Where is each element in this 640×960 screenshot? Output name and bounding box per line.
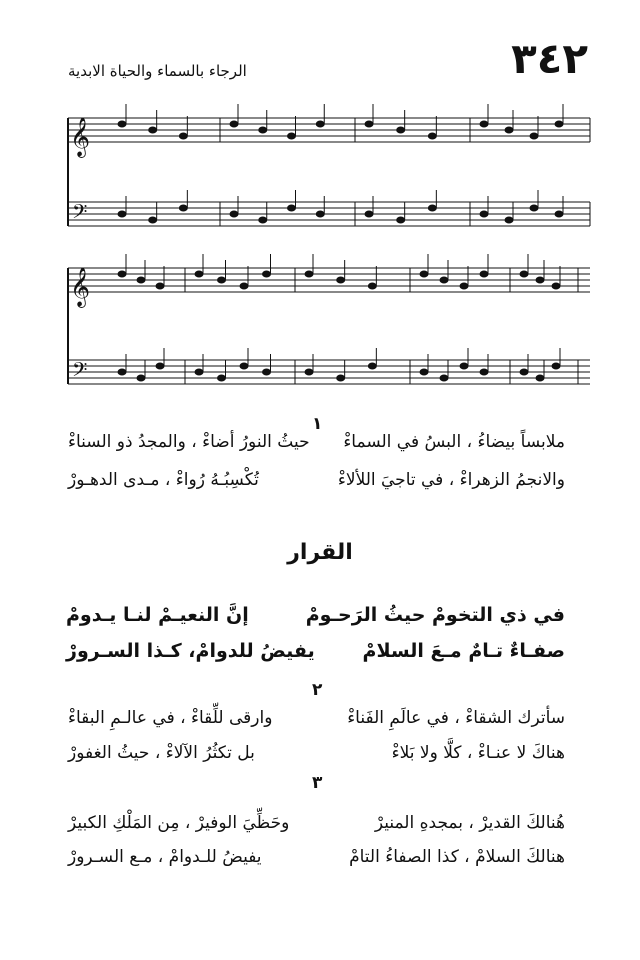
note-head xyxy=(530,205,538,211)
treble-clef: 𝄞 xyxy=(70,117,91,157)
note-head xyxy=(530,133,538,139)
note-head xyxy=(480,369,488,375)
note-head xyxy=(263,271,271,277)
stanza-2-line-1-left: وارقى للِّقاءْ ، في عالـمِ البقاءْ xyxy=(68,708,273,728)
stanza-2-line-1-right: سأترك الشقاءْ ، في عالَمِ الفَناءْ xyxy=(347,708,565,728)
stanza-1-line-1-right: ملابساً بيضاءُ ، البسُ في السماءْ xyxy=(343,432,565,452)
note-head xyxy=(440,375,448,381)
note-head xyxy=(552,363,560,369)
note-head xyxy=(305,271,313,277)
note-head xyxy=(460,363,468,369)
refrain-line-1-left: إنَّ النعيـمْ لنـا يـدومْ xyxy=(66,604,249,626)
note-head xyxy=(218,375,226,381)
note-head xyxy=(505,217,513,223)
note-head xyxy=(536,375,544,381)
refrain-line-2-right: صفـاءٌ تـامٌ مـعَ السلامْ xyxy=(362,640,565,662)
note-head xyxy=(316,121,324,127)
note-head xyxy=(240,363,248,369)
note-head xyxy=(156,283,164,289)
note-head xyxy=(368,283,376,289)
note-head xyxy=(428,205,436,211)
hymn-title: الرجاء بالسماء والحياة الابدية xyxy=(68,62,247,80)
note-head xyxy=(520,369,528,375)
stanza-3-line-2-left: يفيضُ للـدوامْ ، مـع السـرورْ xyxy=(68,847,262,867)
note-head xyxy=(555,211,563,217)
note-head xyxy=(259,217,267,223)
note-head xyxy=(118,271,126,277)
refrain-line-1-right: في ذي التخومْ حيثُ الرَحـومْ xyxy=(305,604,565,626)
note-head xyxy=(365,121,373,127)
note-head xyxy=(480,271,488,277)
note-head xyxy=(288,133,296,139)
note-head xyxy=(420,369,428,375)
note-head xyxy=(240,283,248,289)
note-head xyxy=(195,369,203,375)
note-head xyxy=(337,277,345,283)
note-head xyxy=(316,211,324,217)
note-head xyxy=(288,205,296,211)
note-head xyxy=(505,127,513,133)
note-head xyxy=(552,283,560,289)
note-head xyxy=(365,211,373,217)
note-head xyxy=(149,127,157,133)
note-head xyxy=(137,375,145,381)
hymn-number: ٣٤٢ xyxy=(511,34,588,83)
refrain-line-2-left: يفيضُ للدوامْ، كـذا السـرورْ xyxy=(66,640,315,662)
note-head xyxy=(149,217,157,223)
stanza-3-line-1-right: هُنالكَ القديرْ ، بمجدهِ المنيرْ xyxy=(374,813,565,833)
note-head xyxy=(305,369,313,375)
note-head xyxy=(480,121,488,127)
treble-clef: 𝄞 xyxy=(70,267,91,307)
note-head xyxy=(230,211,238,217)
stanza-1-line-2-right: والانجمُ الزهراءْ ، في تاجيَ اللألاءْ xyxy=(337,470,565,490)
note-head xyxy=(263,369,271,375)
note-head xyxy=(118,369,126,375)
note-head xyxy=(536,277,544,283)
stanza-2-line-2-right: هناكَ لا عنـاءْ ، كلَّا ولا بَلاءْ xyxy=(391,743,565,763)
bass-clef: 𝄢 xyxy=(72,358,88,386)
note-head xyxy=(397,217,405,223)
note-head xyxy=(337,375,345,381)
note-head xyxy=(118,121,126,127)
note-head xyxy=(230,121,238,127)
note-head xyxy=(440,277,448,283)
refrain-title: القرار xyxy=(287,540,353,565)
stanza-3-line-1-left: وحَظِّيَ الوفيرْ ، مِن المَلْكِ الكبيرْ xyxy=(68,813,290,833)
stanza-2-number: ٢ xyxy=(312,680,323,700)
note-head xyxy=(555,121,563,127)
note-head xyxy=(397,127,405,133)
note-head xyxy=(137,277,145,283)
note-head xyxy=(460,283,468,289)
note-head xyxy=(118,211,126,217)
stanza-2-line-2-left: بل تكثُرُ الآلاءْ ، حيثُ الغفورْ xyxy=(68,743,255,763)
note-head xyxy=(368,363,376,369)
note-head xyxy=(520,271,528,277)
note-head xyxy=(480,211,488,217)
note-head xyxy=(259,127,267,133)
stanza-1-line-2-left: تُكْسِبُـهُ رُواءْ ، مـدى الدهـورْ xyxy=(68,470,259,490)
stanza-1-line-1-left: حيثُ النورُ أضاءْ ، والمجدُ ذو السناءْ xyxy=(68,432,310,452)
note-head xyxy=(420,271,428,277)
note-head xyxy=(195,271,203,277)
bass-clef: 𝄢 xyxy=(72,200,88,228)
note-head xyxy=(218,277,226,283)
note-head xyxy=(156,363,164,369)
note-head xyxy=(179,133,187,139)
stanza-3-line-2-right: هنالكَ السلامْ ، كذا الصفاءُ التامْ xyxy=(349,847,565,867)
note-head xyxy=(428,133,436,139)
note-head xyxy=(179,205,187,211)
stanza-1-number: ١ xyxy=(312,414,323,434)
stanza-3-number: ٣ xyxy=(312,773,323,793)
